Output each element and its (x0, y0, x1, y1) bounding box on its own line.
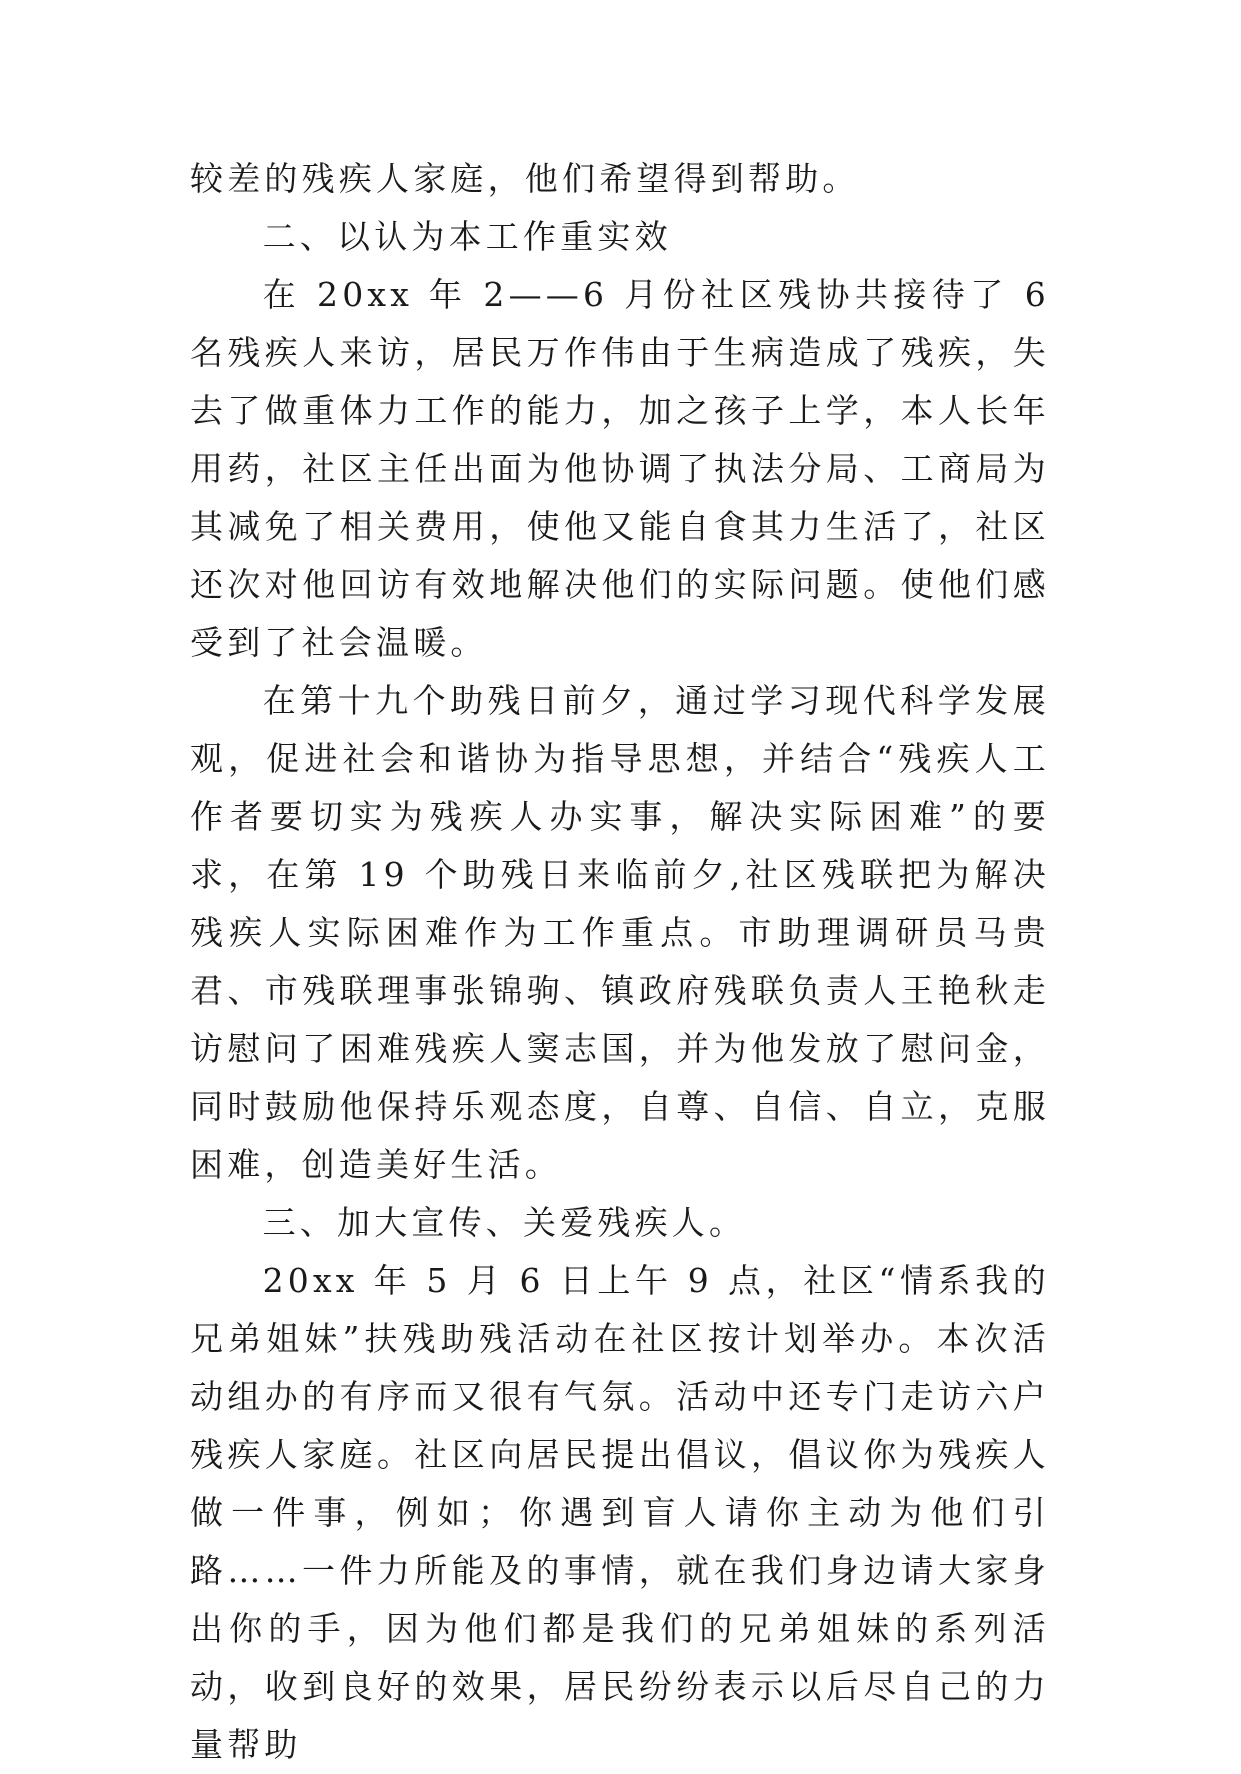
section-heading-2: 二、以认为本工作重实效 (262, 217, 672, 256)
paragraph-disability-day: 在第十九个助残日前夕，通过学习现代科学发展观，促进社会和谐协为指导思想，并结合“残疾人工作者要切实为残疾人办实事，解决实际困难”的要求，在第 19 个助残日来临前夕,社区残联把为解决残疾人实际困难作为工作重点。市助理调研员马贵君、市残联理事张锦驹、镇政府残联负责人王艳秋走访慰问了困难残疾人窦志国，并为他发放了慰问金，同时鼓励他保持乐观态度，自尊、自信、自立，克服困难，创造美好生活。 (190, 681, 1050, 1184)
document-body (190, 150, 1050, 1774)
section-heading-3: 三、加大宣传、关爱残疾人。 (262, 1203, 747, 1242)
paragraph-continuation: 较差的残疾人家庭，他们希望得到帮助。 (190, 159, 860, 198)
paragraph-activity: 20xx 年 5 月 6 日上午 9 点，社区“情系我的兄弟姐妹”扶残助残活动在社区按计划举办。本次活动组办的有序而又很有气氛。活动中还专门走访六户残疾人家庭。社区向居民提出倡议，倡议你为残疾人做一件事，例如；你遇到盲人请你主动为他们引路……一件力所能及的事情，就在我们身边请大家身出你的手，因为他们都是我们的兄弟姐妹的系列活动，收到良好的效果，居民纷纷表示以后尽自己的力量帮助 (190, 1261, 1050, 1764)
paragraph-visits: 在 20xx 年 2——6 月份社区残协共接待了 6 名残疾人来访，居民万作伟由于生病造成了残疾，失去了做重体力工作的能力，加之孩子上学，本人长年用药，社区主任出面为他协调了执法分局、工商局为其减免了相关费用，使他又能自食其力生活了，社区还次对他回访有效地解决他们的实际问题。使他们感受到了社会温暖。 (190, 275, 1050, 662)
